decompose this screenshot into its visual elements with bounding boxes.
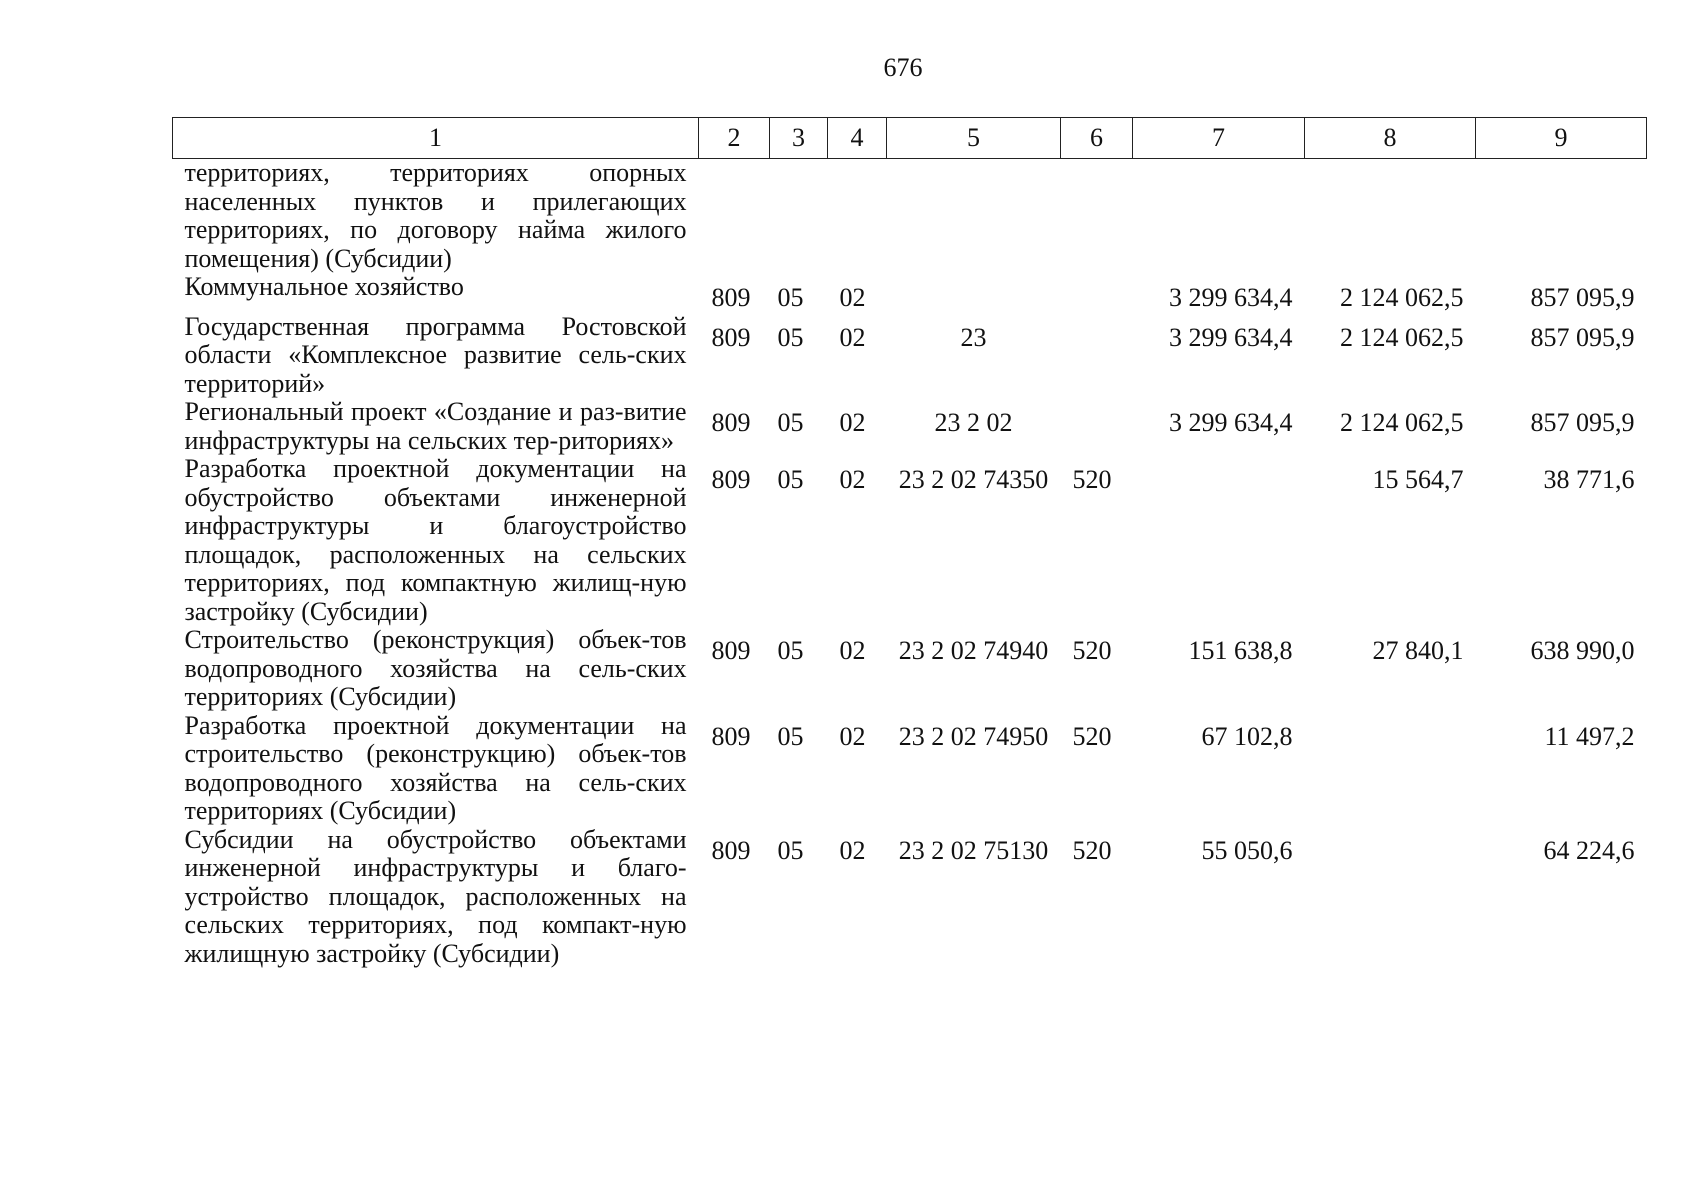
- cell-ministry: 809: [711, 408, 751, 437]
- cell-section: 05: [777, 636, 804, 665]
- cell-amount-7: 151 638,8: [1188, 636, 1293, 665]
- cell-target-article: [887, 159, 1061, 274]
- cell-ministry: 809: [711, 721, 751, 751]
- row-name: Субсидии на обустройство объектами инженерной инфраструктуры и благо-устройство площадок, расположенных на сельских территориях, под компакт-ную жилищную застройку (Субсидии): [184, 824, 687, 968]
- cell-ministry: [699, 159, 770, 274]
- row-name: Строительство (реконструкция) объек-тов водопроводного хозяйства на сель-ских территориях (Субсидии): [184, 625, 687, 711]
- cell-ministry: 809: [711, 835, 751, 865]
- cell-subsection: [828, 159, 887, 274]
- cell-amount-8: 2 124 062,5: [1340, 283, 1464, 312]
- cell-amount-7: [1133, 159, 1305, 274]
- cell-subsection: 02: [839, 283, 866, 312]
- cell-expense-type: 520: [1072, 835, 1112, 865]
- cell-target-article: 23 2 02 74350: [898, 465, 1049, 494]
- cell-amount-8: [1305, 826, 1476, 969]
- cell-expense-type: 520: [1072, 465, 1112, 494]
- cell-ministry: 809: [711, 636, 751, 665]
- cell-target-article: 23 2 02 75130: [898, 835, 1049, 865]
- cell-ministry: 809: [711, 465, 751, 494]
- cell-section: 05: [777, 721, 804, 751]
- cell-amount-8: 27 840,1: [1372, 636, 1464, 665]
- cell-section: [770, 159, 828, 274]
- cell-subsection: 02: [839, 721, 866, 751]
- cell-amount-9: 64 224,6: [1543, 835, 1635, 865]
- cell-amount-8: [1305, 159, 1476, 274]
- cell-target-article: 23 2 02 74950: [898, 721, 1049, 751]
- col-header-2: 2: [699, 118, 770, 159]
- row-name: Государственная программа Ростовской области «Комплексное развитие сель-ских территорий»: [184, 311, 687, 398]
- cell-subsection: 02: [839, 636, 866, 665]
- cell-target-article: [887, 273, 1061, 313]
- cell-amount-7: 3 299 634,4: [1169, 283, 1293, 312]
- cell-target-article: 23 2 02: [934, 408, 1013, 437]
- cell-section: 05: [777, 283, 804, 312]
- cell-expense-type: [1061, 273, 1133, 313]
- col-header-8: 8: [1305, 118, 1476, 159]
- col-header-5: 5: [887, 118, 1061, 159]
- table-row: [173, 313, 1647, 399]
- col-header-7: 7: [1133, 118, 1305, 159]
- cell-amount-9: 857 095,9: [1530, 408, 1635, 437]
- cell-amount-9: 857 095,9: [1530, 322, 1635, 352]
- row-name: территориях, территориях опорных населенных пунктов и прилегающих территориях, по договору найма жилого помещения) (Субсидии): [184, 158, 687, 273]
- cell-amount-8: 15 564,7: [1372, 465, 1464, 494]
- cell-section: 05: [777, 322, 804, 352]
- row-name: Региональный проект «Создание и раз-витие инфраструктуры на сельских тер-риториях»: [184, 397, 687, 455]
- col-header-1: 1: [173, 118, 699, 159]
- col-header-3: 3: [770, 118, 828, 159]
- row-name: Разработка проектной документации на обустройство объектами инженерной инфраструктуры и благоустройство площадок, расположенных на сельских территориях, под компактную жилищ-ную застройку (Субсидии): [184, 454, 687, 626]
- table-row: [173, 159, 1647, 274]
- col-header-9: 9: [1476, 118, 1647, 159]
- cell-amount-7: [1133, 455, 1305, 626]
- cell-amount-8: [1305, 712, 1476, 826]
- cell-target-article: 23: [960, 322, 987, 352]
- cell-amount-7: 3 299 634,4: [1169, 322, 1293, 352]
- cell-amount-8: 2 124 062,5: [1340, 408, 1464, 437]
- cell-subsection: 02: [839, 322, 866, 352]
- cell-target-article: 23 2 02 74940: [898, 636, 1049, 665]
- cell-section: 05: [777, 408, 804, 437]
- cell-amount-7: 67 102,8: [1201, 721, 1293, 751]
- table-row: [173, 398, 1647, 455]
- cell-subsection: 02: [839, 408, 866, 437]
- cell-subsection: 02: [839, 465, 866, 494]
- cell-amount-8: 2 124 062,5: [1340, 322, 1464, 352]
- row-name: Коммунальное хозяйство: [184, 272, 464, 301]
- col-header-4: 4: [828, 118, 887, 159]
- table-row: [173, 826, 1647, 969]
- cell-expense-type: [1061, 313, 1133, 399]
- cell-amount-9: [1476, 159, 1647, 274]
- cell-expense-type: 520: [1072, 636, 1112, 665]
- table-row: [173, 273, 1647, 313]
- page-number: 676: [883, 53, 923, 82]
- cell-expense-type: [1061, 159, 1133, 274]
- cell-subsection: 02: [839, 835, 866, 865]
- col-header-6: 6: [1061, 118, 1133, 159]
- table-row: [173, 712, 1647, 826]
- cell-amount-7: 55 050,6: [1201, 835, 1293, 865]
- cell-section: 05: [777, 465, 804, 494]
- cell-expense-type: [1061, 398, 1133, 455]
- table-row: [173, 455, 1647, 626]
- cell-section: 05: [777, 835, 804, 865]
- cell-expense-type: 520: [1072, 721, 1112, 751]
- header-row: [173, 118, 1647, 159]
- cell-amount-9: 638 990,0: [1530, 636, 1635, 665]
- cell-ministry: 809: [711, 283, 751, 312]
- cell-ministry: 809: [711, 322, 751, 352]
- budget-table: [172, 117, 1647, 968]
- cell-amount-9: 38 771,6: [1543, 465, 1635, 494]
- cell-amount-9: 11 497,2: [1544, 721, 1635, 751]
- table-row: [173, 626, 1647, 712]
- row-name: Разработка проектной документации на строительство (реконструкцию) объек-тов водопроводного хозяйства на сель-ских территориях (Субсидии): [184, 710, 687, 825]
- cell-amount-9: 857 095,9: [1530, 283, 1635, 312]
- cell-amount-7: 3 299 634,4: [1169, 408, 1293, 437]
